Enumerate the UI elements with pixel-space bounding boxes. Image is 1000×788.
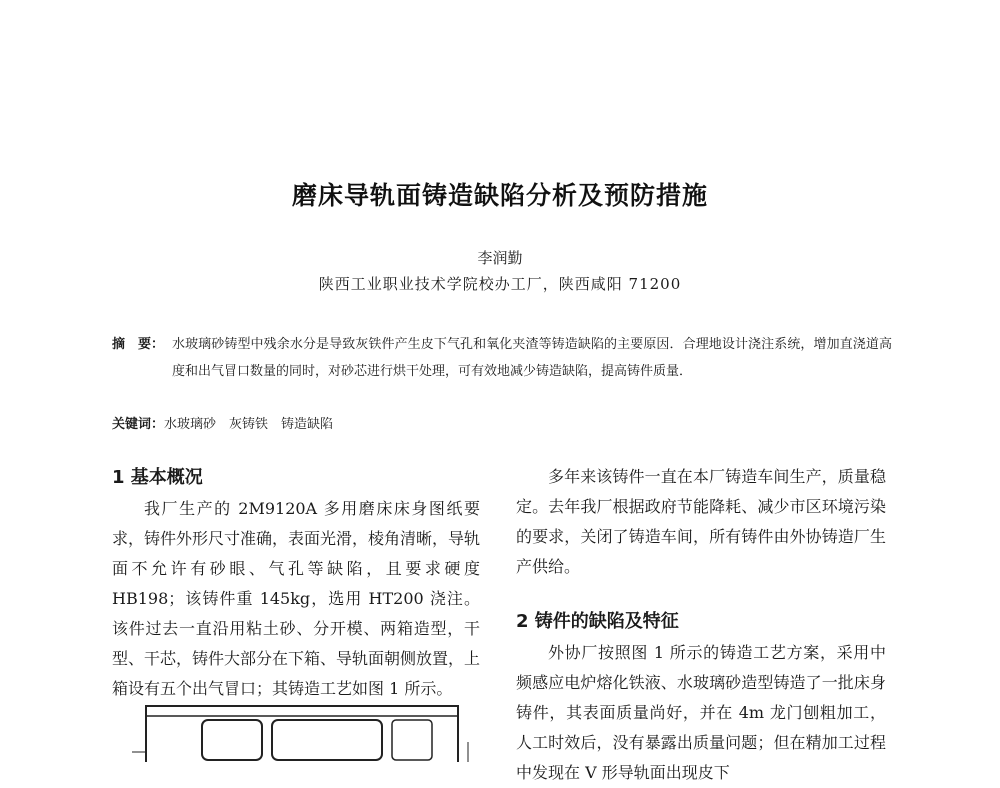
section-1-paragraph-2: 多年来该铸件一直在本厂铸造车间生产，质量稳定。去年我厂根据政府节能降耗、减少市区环境污染的要求，关闭了铸造车间，所有铸件由外协铸造厂生产供给。 xyxy=(516,467,886,576)
section-1-paragraph-1: 我厂生产的 2M9120A 多用磨床床身图纸要求，铸件外形尺寸准确，表面光滑，棱角清晰，导轨面不允许有砂眼、气孔等缺陷，且要求硬度HB198；该铸件重 145kg，选用 HT200 浇注。该件过去一直沿用粘土砂、分开模、两箱造型，干型、干芯，铸件大部分在下箱、导轨面朝侧放置，上箱设有五个出气冒口；其铸造工艺如图 1 所示。 xyxy=(112,499,481,698)
figure-core-middle xyxy=(272,720,382,760)
keywords-line xyxy=(112,413,333,437)
abstract-text: 水玻璃砂铸型中残余水分是导致灰铁件产生皮下气孔和氧化夹渣等铸造缺陷的主要原因．合理地设计浇注系统，增加直浇道高度和出气冒口数量的同时，对砂芯进行烘干处理，可有效地减少铸造缺陷，提高铸件质量． xyxy=(172,337,892,379)
figure-1-casting-diagram xyxy=(112,702,492,762)
keywords-label: 关键词： xyxy=(112,417,165,432)
author-affiliation: 陕西工业职业技术学院校办工厂，陕西咸阳 71200 xyxy=(318,275,682,293)
figure-core-right xyxy=(392,720,432,760)
keywords-text: 水玻璃砂 灰铸铁 铸造缺陷 xyxy=(164,417,334,432)
section-2-heading: 2 铸件的缺陷及特征 xyxy=(516,611,679,632)
author-name: 李润勤 xyxy=(477,249,523,267)
paper-title: 磨床导轨面铸造缺陷分析及预防措施 xyxy=(291,181,708,210)
figure-core-left xyxy=(202,720,262,760)
section-1-heading: 1 基本概况 xyxy=(112,467,203,488)
abstract-block xyxy=(112,331,892,385)
right-column xyxy=(516,462,886,788)
abstract-label: 摘 要： xyxy=(112,337,165,352)
figure-outer-frame xyxy=(146,706,458,762)
section-spacer xyxy=(516,582,886,606)
section-2-paragraph-1: 外协厂按照图 1 所示的铸造工艺方案，采用中频感应电炉熔化铁液、水玻璃砂造型铸造了一批床身铸件，其表面质量尚好，并在 4m 龙门刨粗加工，人工时效后，没有暴露出质量问题；但在精加工过程中发现在 V 形导轨面出现皮下 xyxy=(516,643,886,782)
left-column xyxy=(112,462,480,704)
